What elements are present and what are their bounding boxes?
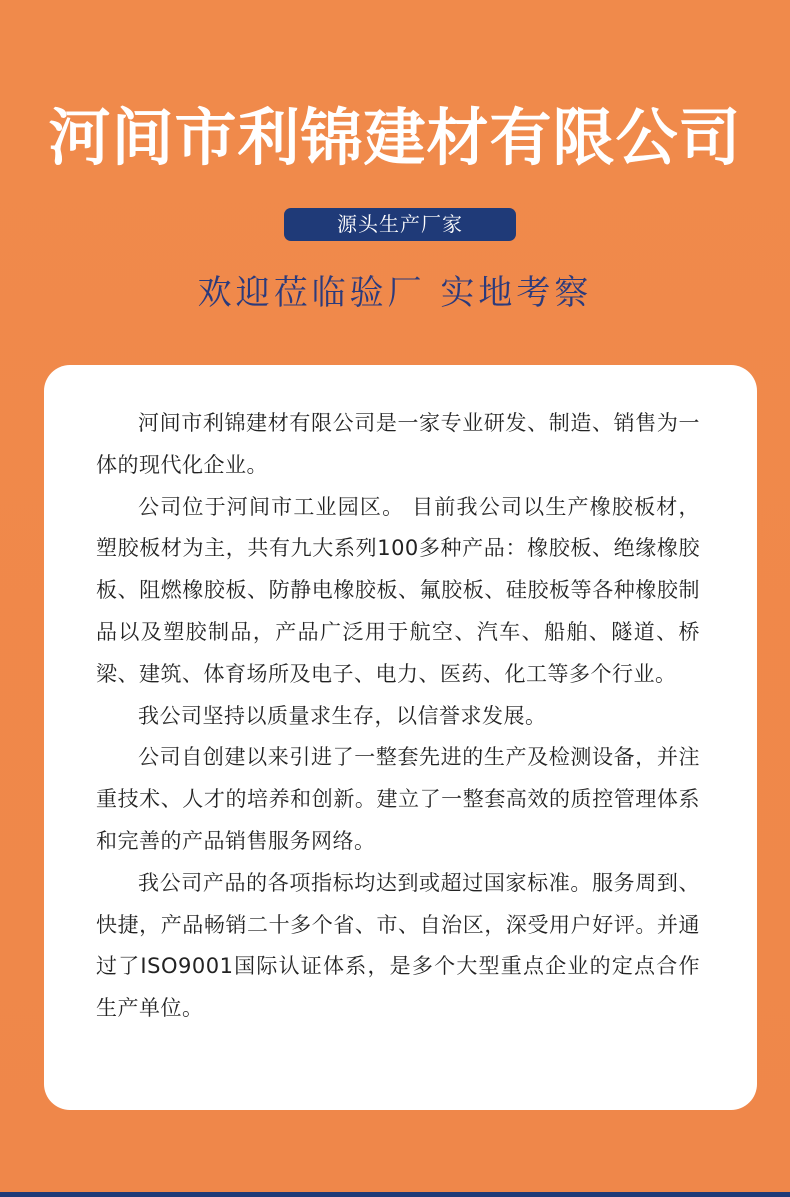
company-title: 河间市利锦建材有限公司 [48,101,742,174]
intro-paragraph-quality: 我公司产品的各项指标均达到或超过国家标准。服务周到、快捷，产品畅销二十多个省、市、自治区，深受用户好评。并通过了ISO9001国际认证体系，是多个大型重点企业的定点合作生产单位。 [96,870,700,1021]
intro-paragraph-equipment: 公司自创建以来引进了一整套先进的生产及检测设备，并注重技术、人才的培养和创新。建立了一整套高效的质控管理体系和完善的产品销售服务网络。 [96,745,700,853]
bottom-divider [0,1192,790,1197]
company-intro-text [96,403,700,1030]
welcome-slogan: 欢迎莅临验厂 实地考察 [197,273,593,313]
company-intro-card [44,365,757,1110]
manufacturer-tag-badge: 源头生产厂家 [284,208,516,241]
intro-paragraph-products: 公司位于河间市工业园区。 目前我公司以生产橡胶板材，塑胶板材为主，共有九大系列100多种产品：橡胶板、绝缘橡胶板、阻燃橡胶板、防静电橡胶板、氟胶板、硅胶板等各种橡胶制品以及塑胶制品，产品广泛用于航空、汽车、船舶、隧道、桥梁、建筑、体育场所及电子、电力、医药、化工等多个行业。 [96,494,700,686]
intro-paragraph-overview: 河间市利锦建材有限公司是一家专业研发、制造、销售为一体的现代化企业。 [96,411,700,477]
intro-paragraph-philosophy: 我公司坚持以质量求生存，以信誉求发展。 [138,703,547,728]
